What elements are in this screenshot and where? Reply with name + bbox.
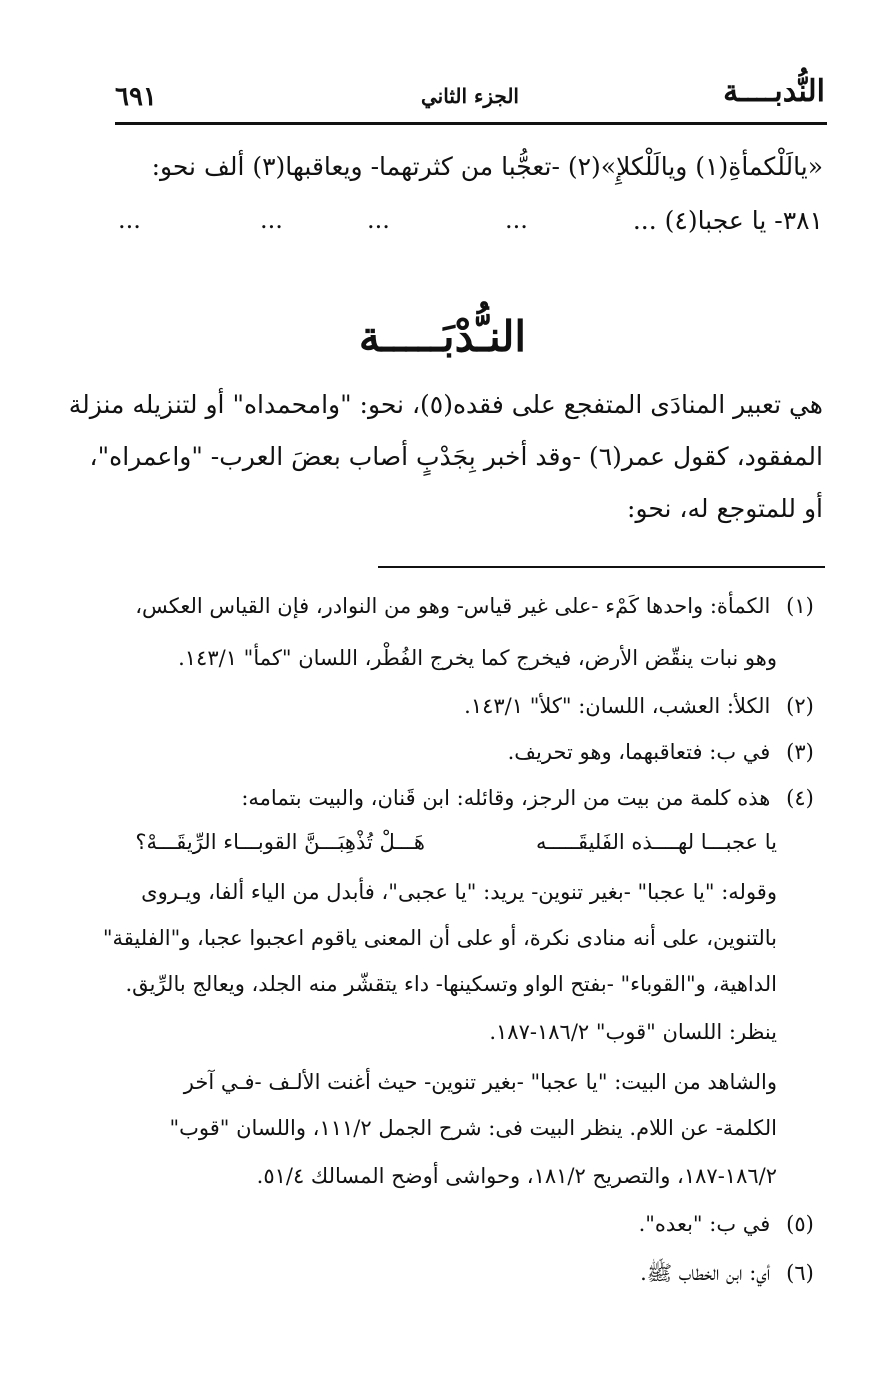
intro-line-1: «يالَلْكمأةِ(١) ويالَلْكلإِ»(٢) -تعجُّبا من كثرتهما- ويعاقبها(٣) ألف نحو: bbox=[151, 152, 823, 181]
section-title: النـُّدْبَـــــة bbox=[358, 312, 527, 361]
footnote-text: في ب: فتعاقبهما، وهو تحريف. bbox=[507, 740, 771, 764]
footnote-text: في ب: "بعده". bbox=[638, 1212, 771, 1236]
body-line-2: المفقود، كقول عمر(٦) -وقد أخبر بِجَدْبٍ أصاب بعضَ العرب- "واعمراه"، bbox=[89, 442, 823, 471]
footnote-4-line-e: ينظر: اللسان "قوب" ١٨٦/٢-١٨٧. bbox=[489, 1020, 777, 1044]
footnote-number: (٢) bbox=[786, 694, 814, 718]
body-line-3: أو للمتوجع له، نحو: bbox=[627, 494, 823, 523]
ellipsis-4: ... bbox=[118, 206, 141, 234]
footnote-2 bbox=[464, 694, 823, 718]
footnote-number: (١) bbox=[786, 594, 814, 618]
ellipsis-1: ... bbox=[505, 206, 528, 234]
footnote-4-line-c: بالتنوين، على أنه منادى نكرة، أو على أن المعنى ياقوم اعجبوا عجبا، و"الفليقة" bbox=[102, 926, 777, 950]
footnote-number: (٣) bbox=[786, 740, 814, 764]
footnote-1-cont: وهو نبات ينقّض الأرض، فيخرج كما يخرج الفُطْر، اللسان "كمأ" ١٤٣/١. bbox=[178, 646, 777, 670]
footnote-rule bbox=[378, 566, 825, 568]
body-line-1: هي تعبير المنادَى المتفجع على فقده(٥)، نحو: "وامحمداه" أو لتنزيله منزلة bbox=[68, 390, 823, 419]
footnote-4-line-f: والشاهد من البيت: "يا عجبا" -بغير تنوين- حيث أغنت الألـف -فـي آخر bbox=[183, 1070, 777, 1094]
page-number: ٦٩١ bbox=[115, 82, 157, 112]
footnote-text: الكمأة: واحدها كَمْء -على غير قياس- وهو من النوادر، فإن القياس العكس، bbox=[135, 594, 771, 618]
footnote-4-line-g: الكلمة- عن اللام. ينظر البيت فى: شرح الجمل ١١١/٢، واللسان "قوب" bbox=[169, 1116, 777, 1140]
ellipsis-3: ... bbox=[260, 206, 283, 234]
footnote-6 bbox=[640, 1260, 823, 1291]
ellipsis-2: ... bbox=[367, 206, 390, 234]
footnote-number: (٥) bbox=[786, 1212, 814, 1236]
footnote-1 bbox=[135, 594, 823, 618]
verse-hemistich-right: يا عجبـــا لهــــذه الفَليقَـــــه bbox=[535, 830, 777, 854]
footnote-4-line-h: ١٨٦/٢-١٨٧، والتصريح ١٨١/٢، وحواشى أوضح المسالك ٥١/٤. bbox=[256, 1164, 777, 1188]
footnote-3 bbox=[508, 740, 823, 764]
running-header bbox=[115, 70, 825, 116]
verse-hemistich-left: هَـــلْ تُذْهِبَـــنَّ القوبـــاء الرِّيقَـــهْ؟ bbox=[135, 830, 425, 854]
footnote-number: (٤) bbox=[786, 786, 814, 810]
footnote-4-line-b: وقوله: "يا عجبا" -بغير تنوين- يريد: "يا عجبى"، فأبدل من الياء ألفا، ويـروى bbox=[141, 880, 777, 904]
part-title: الجزء الثاني bbox=[421, 84, 519, 108]
header-rule bbox=[115, 122, 827, 125]
footnote-number: (٦) bbox=[786, 1261, 814, 1285]
footnote-5 bbox=[639, 1212, 823, 1236]
footnote-4 bbox=[241, 786, 823, 810]
verse-number-line: ٣٨١- يا عجبا(٤) ... bbox=[632, 206, 823, 235]
chapter-title: النُّدبــــة bbox=[723, 74, 825, 109]
footnote-text: هذه كلمة من بيت من الرجز، وقائله: ابن قَنان، والبيت بتمامه: bbox=[241, 786, 771, 810]
footnote-text: الكلأ: العشب، اللسان: "كلأ" ١٤٣/١. bbox=[464, 694, 771, 718]
footnote-4-line-d: الداهية، و"القوباء" -بفتح الواو وتسكينها- داء يتقشّر منه الجلد، ويعالج بالرِّيق. bbox=[125, 972, 777, 996]
footnote-text: أي: ابن الخطاب ﷺ. bbox=[640, 1261, 771, 1285]
